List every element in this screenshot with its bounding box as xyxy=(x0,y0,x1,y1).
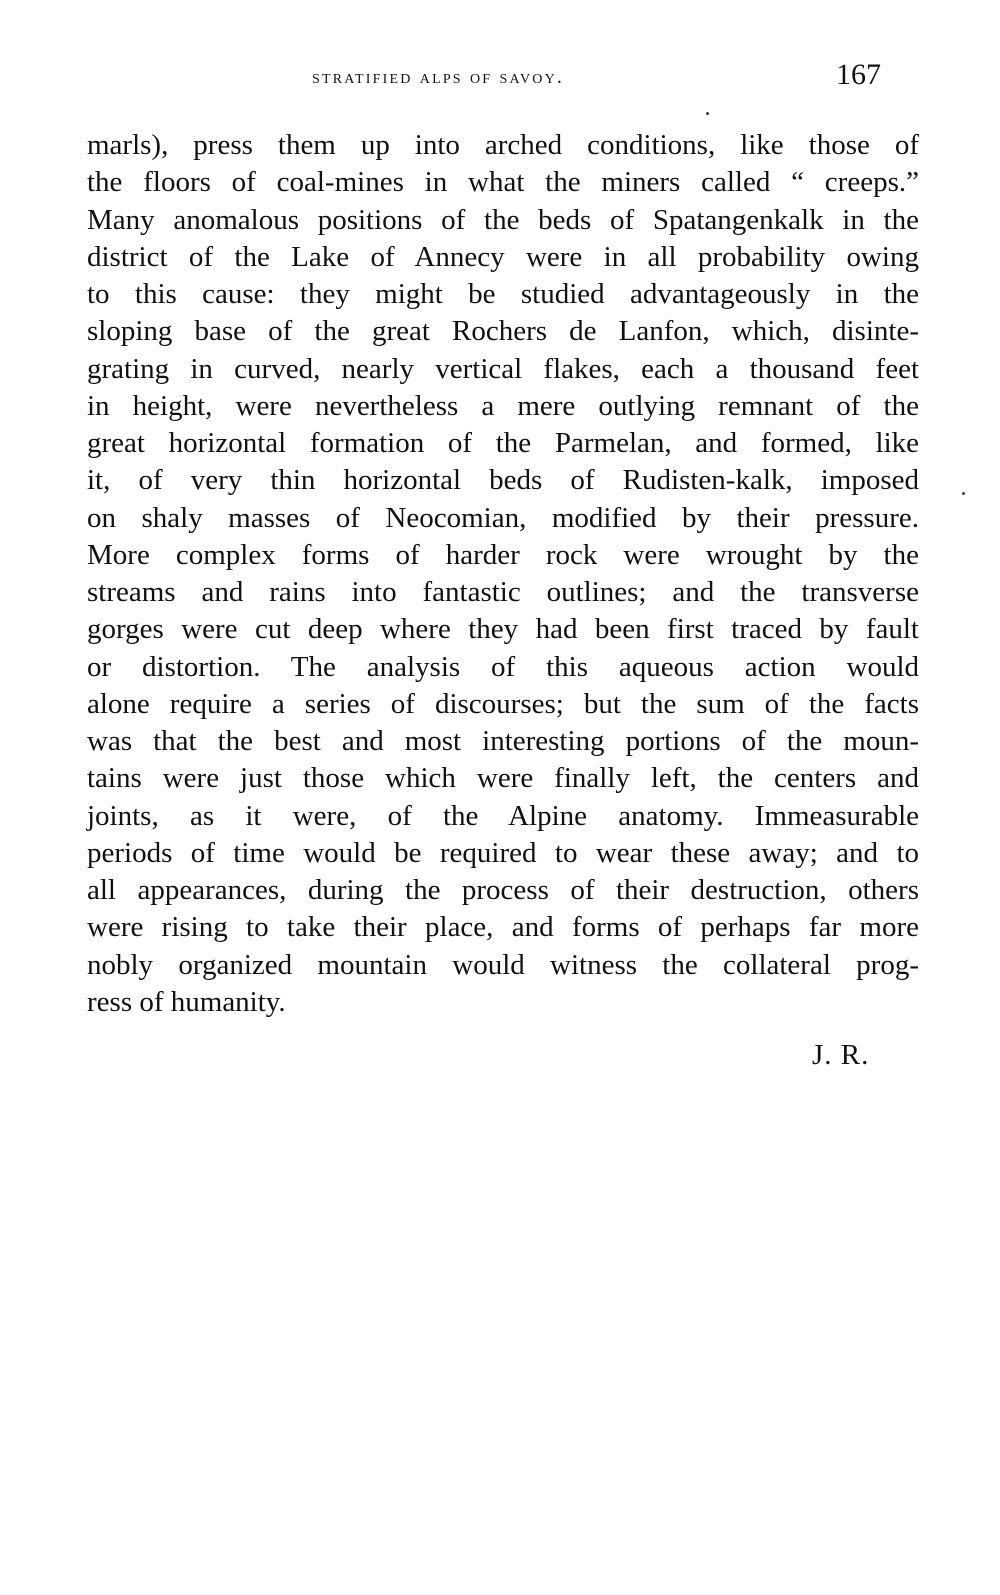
scan-speck xyxy=(962,492,965,495)
text-line: marls), press them up into arched conditions, like those of xyxy=(87,129,919,161)
text-line: Many anomalous positions of the beds of Spatangenkalk in the xyxy=(87,203,919,236)
text-line: More complex forms of harder rock were wrought by the xyxy=(87,538,919,571)
text-line: in height, were nevertheless a mere outlying remnant of the xyxy=(87,389,919,422)
text-line: great horizontal formation of the Parmelan, and formed, like xyxy=(87,427,919,459)
text-line: ress of humanity. xyxy=(87,985,286,1018)
text-line: or distortion. The analysis of this aqueous action would xyxy=(87,650,919,683)
text-line: tains were just those which were finally left, the centers and xyxy=(87,762,919,795)
text-line: district of the Lake of Annecy were in all probability owing xyxy=(87,240,919,273)
text-line: were rising to take their place, and forms of perhaps far more xyxy=(87,911,919,944)
text-line: streams and rains into fantastic outlines; and the transverse xyxy=(87,576,919,608)
scan-speck xyxy=(706,112,709,115)
text-line: to this cause: they might be studied advantageously in the xyxy=(87,278,919,310)
text-line: gorges were cut deep where they had been first traced by fault xyxy=(87,613,919,646)
author-initials: J. R. xyxy=(812,1039,870,1071)
text-line: all appearances, during the process of their destruction, others xyxy=(87,874,919,906)
text-line: periods of time would be required to wear these away; and to xyxy=(87,836,919,869)
text-line: joints, as it were, of the Alpine anatomy. Immeasurable xyxy=(87,799,919,832)
text-line: on shaly masses of Neocomian, modified by their pressure. xyxy=(87,501,919,534)
running-head: stratified alps of savoy. xyxy=(312,66,565,88)
text-line: sloping base of the great Rochers de Lanfon, which, disinte- xyxy=(87,315,919,348)
page-number: 167 xyxy=(836,58,881,91)
text-line: nobly organized mountain would witness the collateral prog- xyxy=(87,948,919,981)
text-line: was that the best and most interesting portions of the moun- xyxy=(87,725,919,757)
text-line: the floors of coal-mines in what the miners called “ creeps.” xyxy=(87,166,919,199)
text-line: it, of very thin horizontal beds of Rudisten-kalk, imposed xyxy=(87,464,919,497)
text-line: alone require a series of discourses; but the sum of the facts xyxy=(87,687,919,720)
body-paragraph xyxy=(87,127,919,1021)
text-line: grating in curved, nearly vertical flakes, each a thousand feet xyxy=(87,352,919,385)
